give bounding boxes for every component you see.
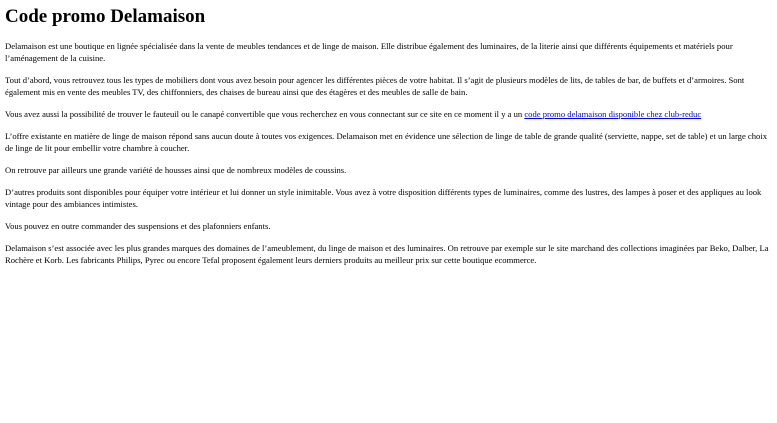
paragraph-ceiling-lights: Vous pouvez en outre commander des suspensions et des plafonniers enfants. [5, 221, 271, 231]
paragraph-brands: Delamaison s’est associée avec les plus grandes marques des domaines de l’ameublement, du linge de maison et des luminaires. On retrouve par exemple sur le site marchand des collections imaginées par Beko, Dalber, La Rochère et Korb. Les fabricants Philips, Pyrec ou encore Tefal proposent également leurs derniers produits au meilleur prix sur cette boutique ecommerce. [5, 243, 769, 265]
paragraph-promo-text: Vous avez aussi la possibilité de trouver le fauteuil ou le canapé convertible que vous recherchez en vous connectant sur ce site en ce moment il y a un [5, 109, 525, 119]
paragraph-furniture: Tout d’abord, vous retrouvez tous les types de mobiliers dont vous avez besoin pour agencer les différentes pièces de votre habitat. Il s’agit de plusieurs modèles de lits, de tables de bar, de buffets et d’armoires. Sont également mis en vente des meubles TV, des chiffonniers, des chaises de bureau ainsi que des étagères et des meubles de salle de bain. [5, 75, 745, 97]
paragraph-promo [5, 108, 775, 120]
page-title: Code promo Delamaison [5, 6, 206, 27]
paragraph-covers: On retrouve par ailleurs une grande variété de housses ainsi que de nombreux modèles de coussins. [5, 165, 347, 175]
paragraph-linens: L’offre existante en matière de linge de maison répond sans aucun doute à toutes vos exigences. Delamaison met en évidence une sélection de linge de table de grande qualité (serviette, nappe, set de table) et un large choix de linge de lit pour embellir votre chambre à coucher. [5, 131, 768, 153]
paragraph-lighting: D’autres produits sont disponibles pour équiper votre intérieur et lui donner un style inimitable. Vous avez à votre disposition différents types de luminaires, comme des lustres, des lampes à poser et des appliques au look vintage pour des ambiances intimistes. [5, 187, 762, 209]
promo-code-link[interactable]: code promo delamaison disponible chez club-reduc [524, 109, 702, 119]
paragraph-intro: Delamaison est une boutique en lignée spécialisée dans la vente de meubles tendances et de linge de maison. Elle distribue également des luminaires, de la literie ainsi que différents équipements et matériels pour l’aménagement de la cuisine. [5, 41, 733, 63]
